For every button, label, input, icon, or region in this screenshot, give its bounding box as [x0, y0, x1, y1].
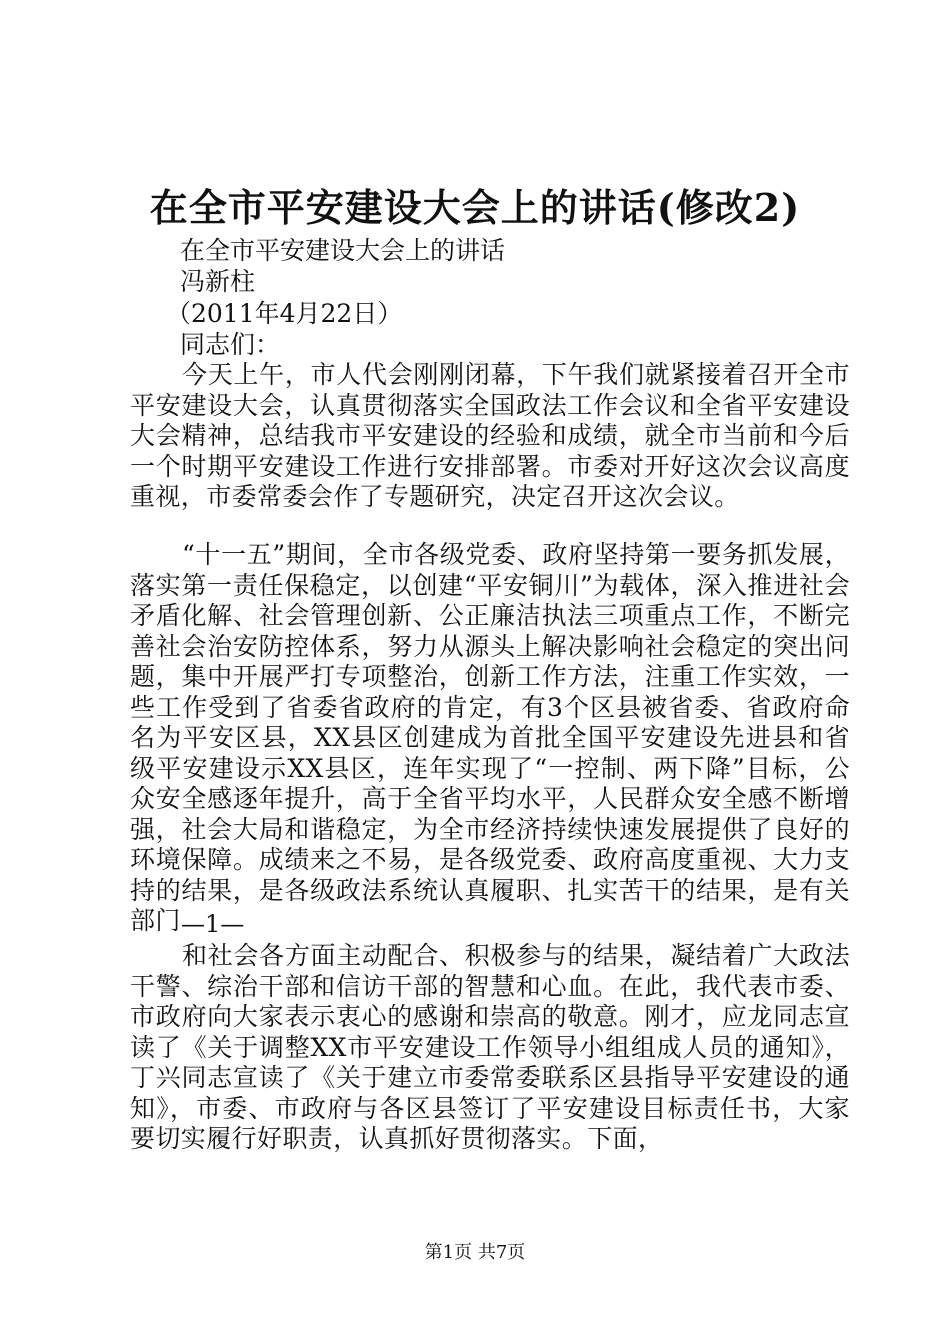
salutation: 同志们： — [180, 330, 281, 359]
page-marker: —1— — [181, 910, 245, 938]
body-paragraph-2: “十一五”期间，全市各级党委、政府坚持第一要务抓发展，落实第一责任保稳定，以创建“平安铜川”为载体，深入推进社会矛盾化解、社会管理创新、公正廉洁执法三项重点工作，不断完善社会治安防控体系，努力从源头上解决影响社会稳定的突出问题，集中开展严打专项整治，创新工作方法，注重工作实效，一些工作受到了省委省政府的肯定，有3个区县被省委、省政府命名为平安区县，XX县区创建成为首批全国平安建设先进县和省级平安建设示XX县区，连年实现了“一控制、两下降”目标，公众安全感逐年提升，高于全省平均水平，人民群众安全感不断增强，社会大局和谐稳定，为全市经济持续快速发展提供了良好的环境保障。成绩来之不易，是各级党委、政府高度重视、大力支持的结果，是各级政法系统认真履职、扎实苦干的结果，是有关部门 — [130, 540, 850, 935]
body-paragraph-3: 和社会各方面主动配合、积极参与的结果，凝结着广大政法干警、综治干部和信访干部的智慧和心血。在此，我代表市委、市政府向大家表示衷心的感谢和崇高的敬意。刚才，应龙同志宣读了《关于调整XX市平安建设工作领导小组组成人员的通知》，丁兴同志宣读了《关于建立市委常委联系区县指导平安建设的通知》，市委、市政府与各区县签订了平安建设目标责任书，大家要切实履行好职责，认真抓好贯彻落实。下面， — [130, 941, 850, 1153]
speech-date: （2011年4月22日） — [166, 299, 403, 328]
document-title: 在全市平安建设大会上的讲话(修改2) — [149, 185, 801, 230]
speech-title: 在全市平安建设大会上的讲话 — [180, 236, 506, 265]
author-name: 冯新柱 — [180, 267, 256, 296]
body-paragraph-1: 今天上午，市人代会刚刚闭幕，下午我们就紧接着召开全市平安建设大会，认真贯彻落实全国政法工作会议和全省平安建设大会精神，总结我市平安建设的经验和成绩，就全市当前和今后一个时期平安建设工作进行安排部署。市委对开好这次会议高度重视，市委常委会作了专题研究，决定召开这次会议。 — [130, 360, 850, 511]
page-footer: 第1页 共7页 — [424, 1242, 526, 1263]
